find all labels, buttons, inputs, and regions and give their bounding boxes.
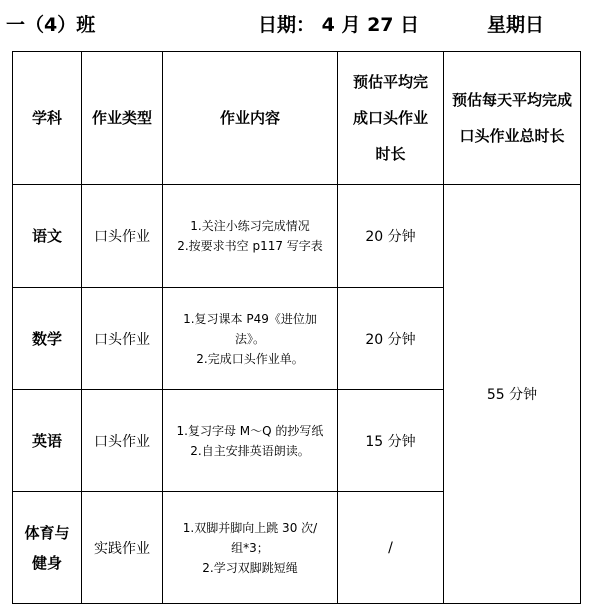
table-row xyxy=(13,185,581,288)
content-cell: 1.复习课本 P49《进位加 法》。 2.完成口头作业单。 xyxy=(163,288,338,390)
subject-cell: 英语 xyxy=(13,390,82,492)
subject-cell: 体育与 健身 xyxy=(13,492,82,604)
total-duration-cell: 55 分钟 xyxy=(444,185,581,604)
duration-cell: 20 分钟 xyxy=(338,185,444,288)
page-header xyxy=(0,6,592,36)
column-header-duration: 预估平均完 成口头作业 时长 xyxy=(338,52,444,185)
weekday-label: 星期日 xyxy=(487,14,545,36)
class-name: 一（4）班 xyxy=(6,14,96,36)
content-cell: 1.双脚并脚向上跳 30 次/ 组*3； 2.学习双脚跳短绳 xyxy=(163,492,338,604)
content-cell: 1.复习字母 M～Q 的抄写纸 2.自主安排英语朗读。 xyxy=(163,390,338,492)
column-header-subject: 学科 xyxy=(13,52,82,185)
duration-cell: 20 分钟 xyxy=(338,288,444,390)
subject-cell: 数学 xyxy=(13,288,82,390)
date-label: 日期： 4 月 27 日 xyxy=(258,14,420,36)
subject-cell: 语文 xyxy=(13,185,82,288)
column-header-total: 预估每天平均完成 口头作业总时长 xyxy=(444,52,581,185)
type-cell: 实践作业 xyxy=(82,492,163,604)
type-cell: 口头作业 xyxy=(82,390,163,492)
header-row xyxy=(13,52,581,185)
column-header-type: 作业类型 xyxy=(82,52,163,185)
duration-cell: / xyxy=(338,492,444,604)
homework-table xyxy=(12,51,581,604)
content-cell: 1.关注小练习完成情况 2.按要求书空 p117 写字表 xyxy=(163,185,338,288)
type-cell: 口头作业 xyxy=(82,288,163,390)
column-header-content: 作业内容 xyxy=(163,52,338,185)
type-cell: 口头作业 xyxy=(82,185,163,288)
duration-cell: 15 分钟 xyxy=(338,390,444,492)
